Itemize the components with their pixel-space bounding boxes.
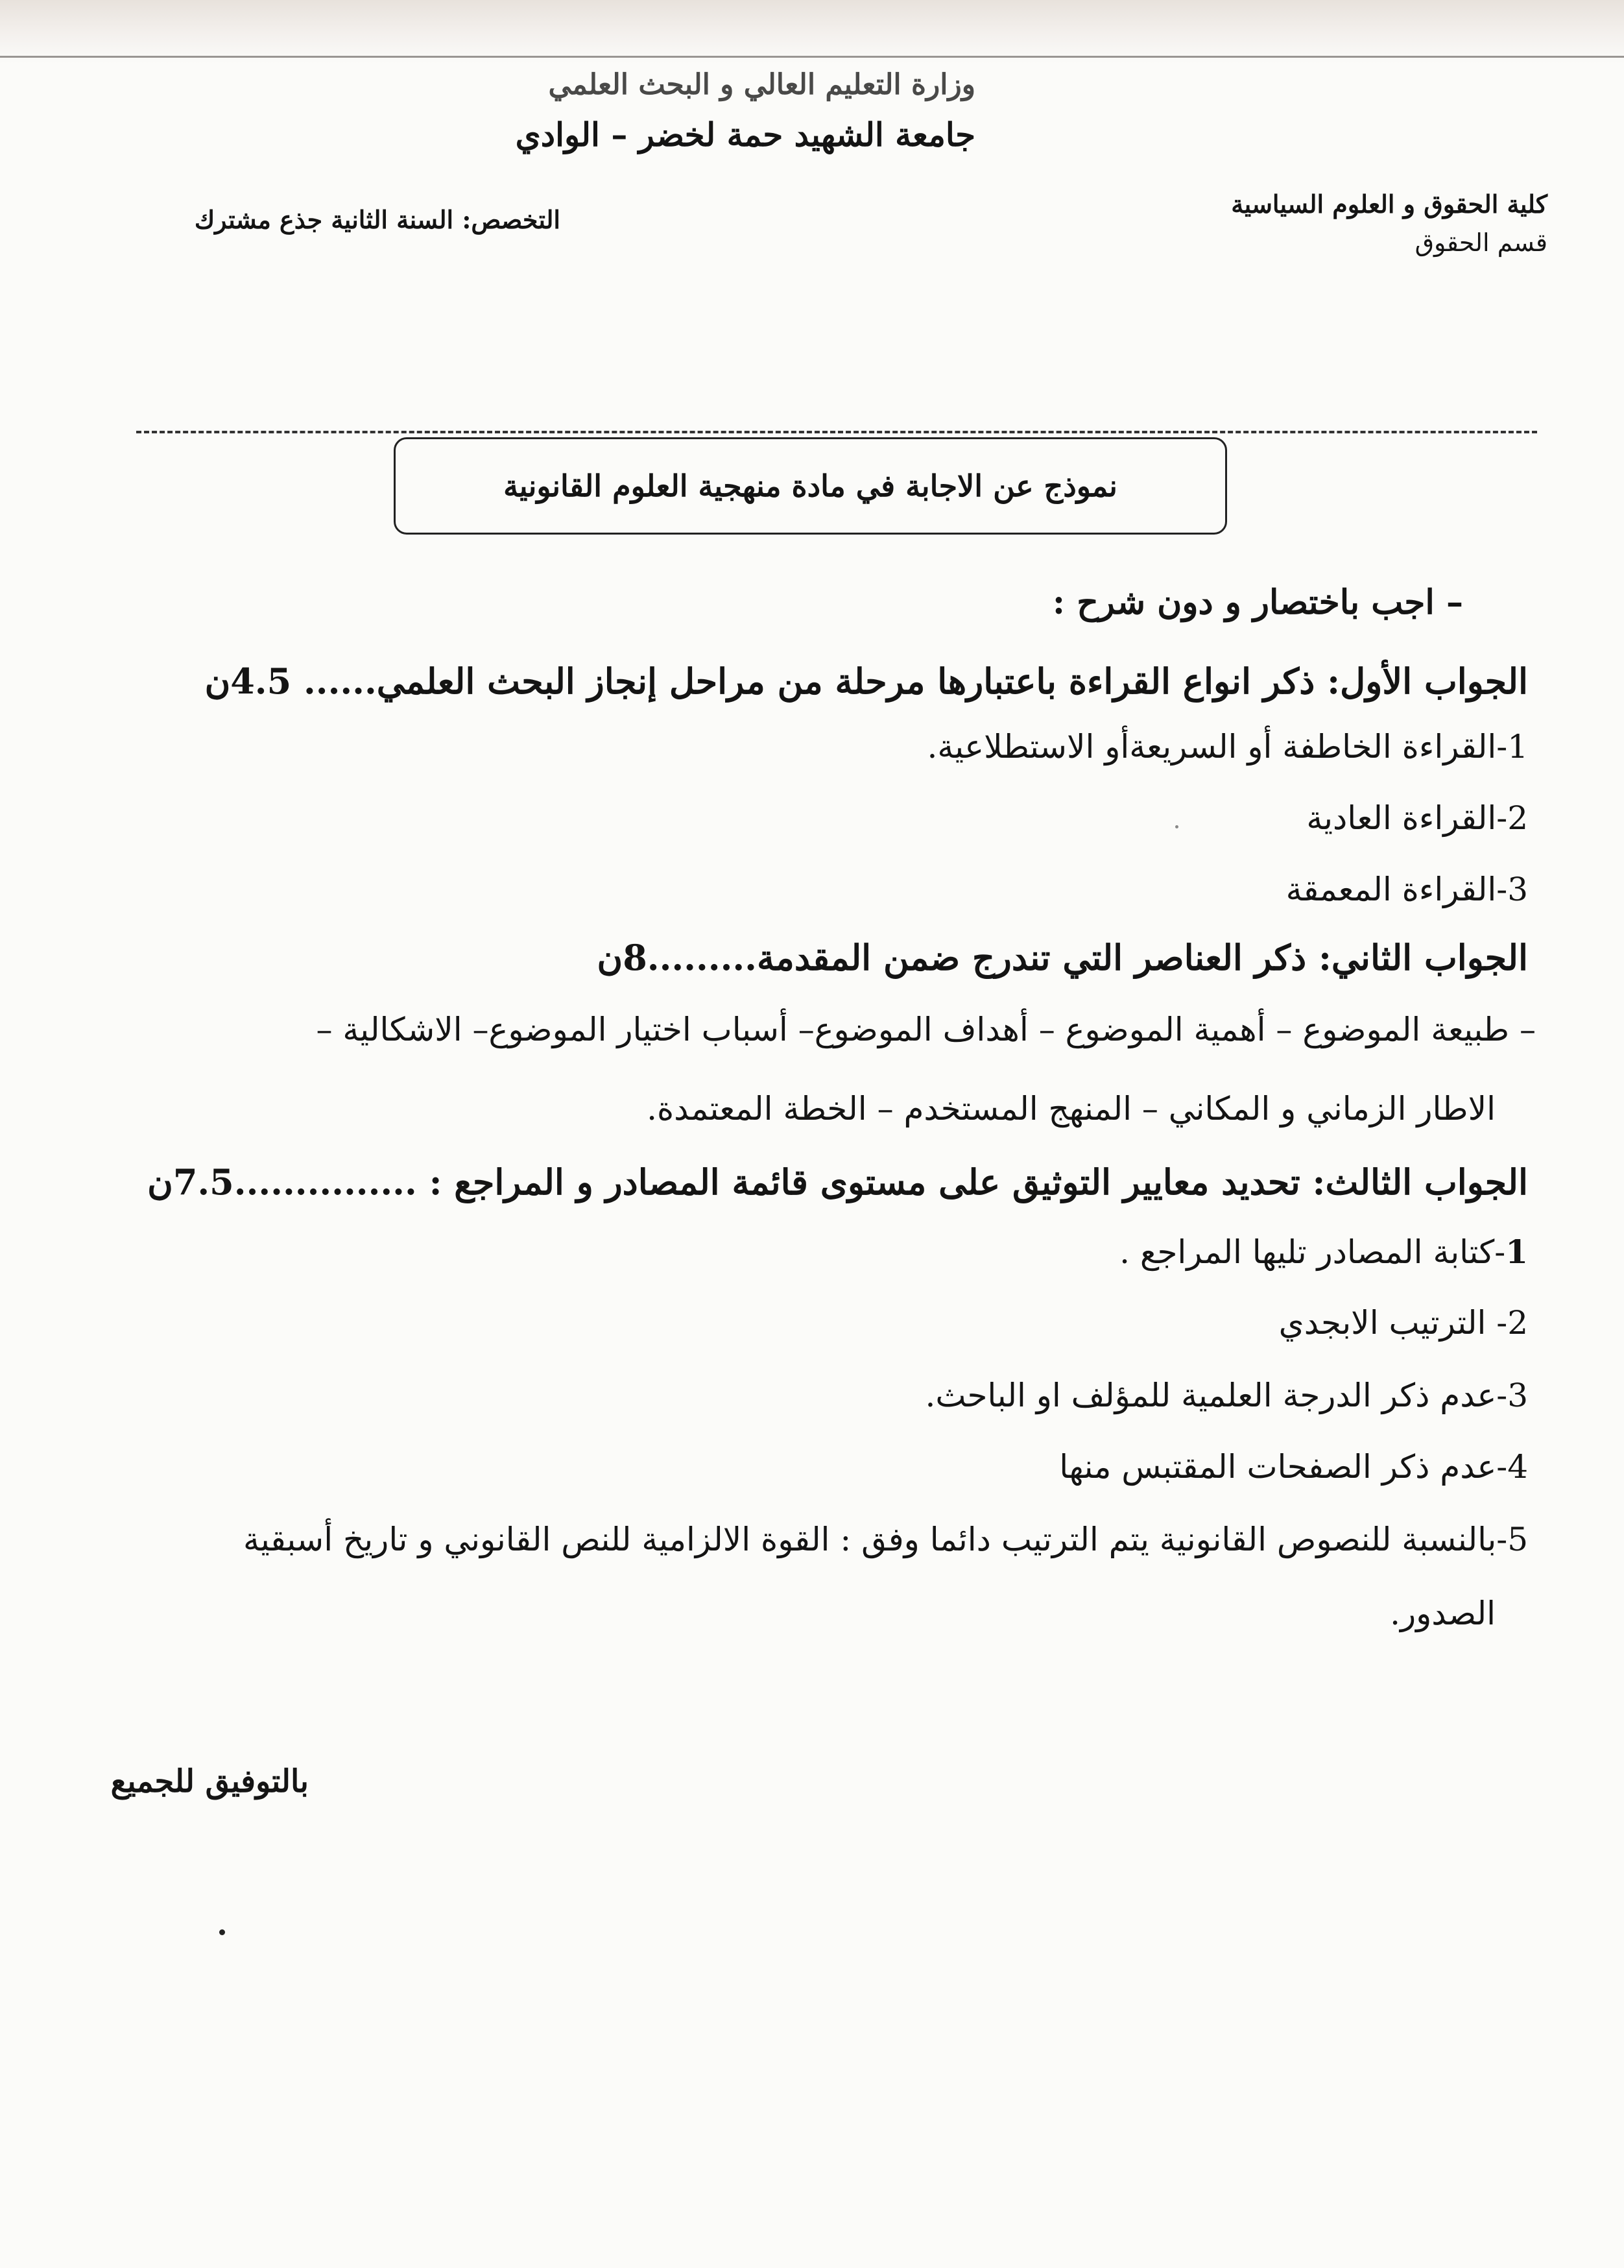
scan-speck: [219, 1929, 225, 1935]
answer3-item: الصدور.: [1390, 1595, 1496, 1632]
title-box: [394, 437, 1227, 535]
answer3-item: [1119, 1233, 1528, 1271]
department-name: قسم الحقوق: [1415, 228, 1547, 257]
answer1-heading: الجواب الأول: ذكر انواع القراءة باعتبارها مرحلة من مراحل إنجاز البحث العلمي...... 4.5ن: [204, 660, 1528, 702]
answer3-item: 2- الترتيب الابجدي: [1278, 1304, 1528, 1342]
answer3-item1-number: 1: [1505, 1233, 1528, 1271]
ministry-name: وزارة التعليم العالي و البحث العلمي: [548, 68, 975, 101]
document-title: نموذج عن الاجابة في مادة منهجية العلوم القانونية: [503, 468, 1117, 503]
scan-speck: [1175, 825, 1178, 828]
answer3-item: 3-عدم ذكر الدرجة العلمية للمؤلف او الباحث.: [925, 1377, 1528, 1414]
closing-wish: بالتوفيق للجميع: [110, 1763, 309, 1800]
answer2-heading: الجواب الثاني: ذكر العناصر التي تندرج ضمن المقدمة.........8ن: [597, 937, 1528, 978]
answer2-item: – طبيعة الموضوع – أهمية الموضوع – أهداف الموضوع– أسباب اختيار الموضوع– الاشكالية –: [316, 1011, 1536, 1048]
answer3-item1-text: -كتابة المصادر تليها المراجع .: [1119, 1233, 1506, 1271]
answer2-item: الاطار الزماني و المكاني – المنهج المستخدم – الخطة المعتمدة.: [647, 1090, 1496, 1128]
instruction: – اجب باختصار و دون شرح :: [1052, 583, 1463, 622]
answer3-item: 5-بالنسبة للنصوص القانونية يتم الترتيب دائما وفق : القوة الالزامية للنص القانوني و تاريخ أسبقية: [243, 1521, 1528, 1558]
dashed-separator: [136, 431, 1537, 433]
answer3-item: 4-عدم ذكر الصفحات المقتبس منها: [1059, 1448, 1528, 1486]
university-name: جامعة الشهيد حمة لخضر – الوادي: [515, 115, 975, 154]
faculty-name: كلية الحقوق و العلوم السياسية: [1231, 189, 1547, 219]
scan-top-line: [0, 56, 1624, 58]
answer1-item: 2-القراءة العادية: [1306, 799, 1528, 837]
answer3-heading: الجواب الثالث: تحديد معايير التوثيق على مستوى قائمة المصادر و المراجع : ...............7.5ن: [147, 1161, 1528, 1203]
specialty-label: التخصص: السنة الثانية جذع مشترك: [194, 205, 560, 234]
answer1-item: 3-القراءة المعمقة: [1285, 871, 1528, 908]
answer1-item: 1-القراءة الخاطفة أو السريعةأو الاستطلاعية.: [927, 728, 1528, 766]
scan-top-edge: [0, 0, 1624, 64]
